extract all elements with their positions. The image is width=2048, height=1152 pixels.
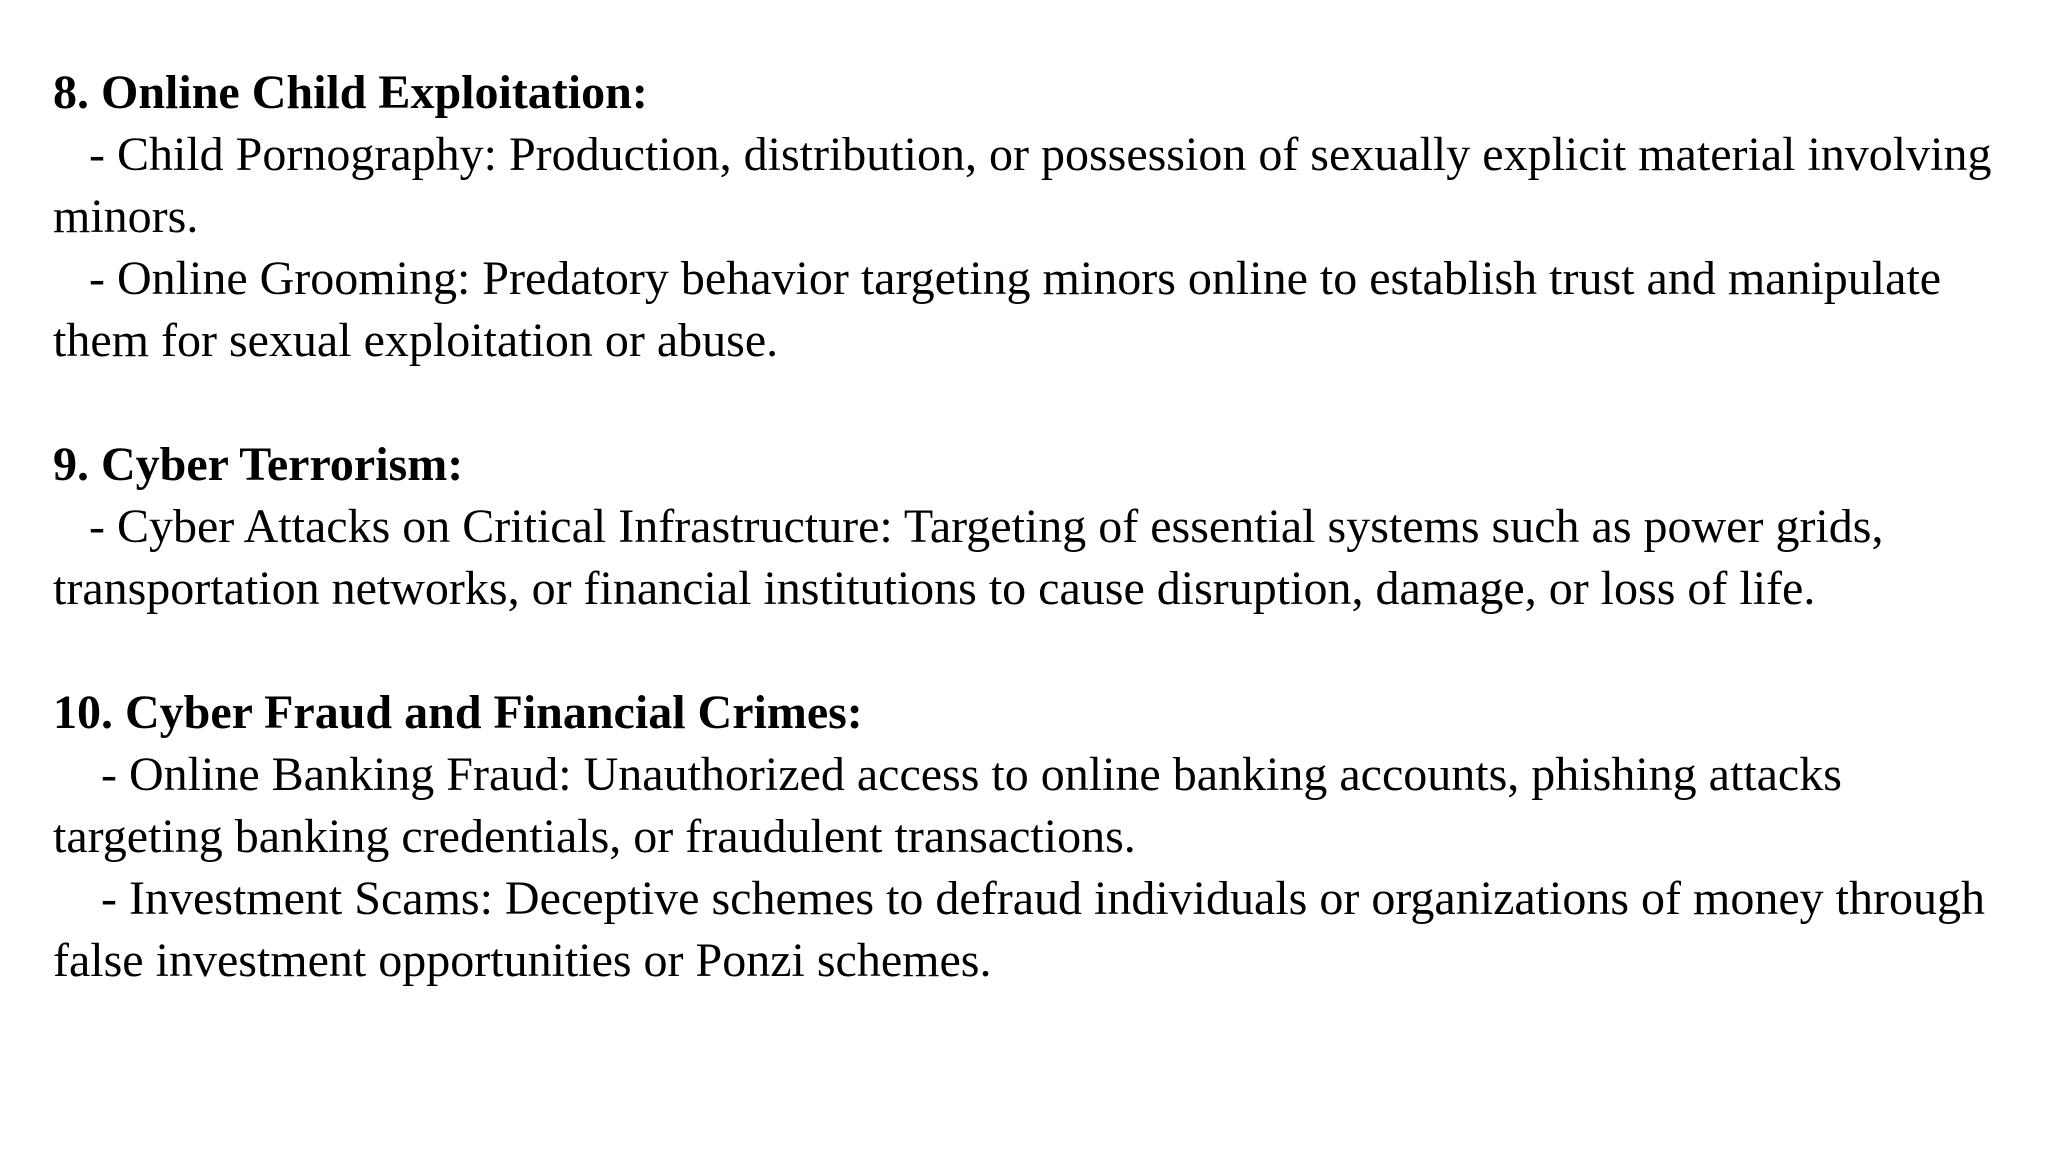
section-online-child-exploitation xyxy=(53,62,2013,372)
list-item-text: Cyber Attacks on Critical Infrastructure: Targeting of essential systems such as power grids, transportation networks, or financial institutions to cause disruption, damage, or loss of life. xyxy=(53,500,1896,615)
list-item-prefix: - xyxy=(53,252,117,305)
document-body xyxy=(53,62,2013,1054)
section-heading: 10. Cyber Fraud and Financial Crimes: xyxy=(53,686,863,739)
section-heading: 9. Cyber Terrorism: xyxy=(53,438,464,491)
list-item-investment-scams xyxy=(53,868,2013,992)
list-item-text: Investment Scams: Deceptive schemes to defraud individuals or organizations of money through false investment opportunities or Ponzi schemes. xyxy=(53,872,1997,987)
list-item-critical-infrastructure xyxy=(53,496,2013,620)
list-item-online-grooming xyxy=(53,248,2013,372)
section-heading: 8. Online Child Exploitation: xyxy=(53,66,648,119)
list-item-online-banking-fraud xyxy=(53,744,2013,868)
section-cyber-terrorism xyxy=(53,434,2013,620)
list-item-prefix: - xyxy=(53,748,129,801)
list-item-prefix: - xyxy=(53,872,129,925)
list-item-text: Online Banking Fraud: Unauthorized access to online banking accounts, phishing attacks targeting banking credentials, or fraudulent transactions. xyxy=(53,748,1854,863)
section-cyber-fraud xyxy=(53,682,2013,992)
list-item-prefix: - xyxy=(53,128,117,181)
list-item-child-pornography xyxy=(53,124,2013,248)
list-item-text: Child Pornography: Production, distribution, or possession of sexually explicit material involving minors. xyxy=(53,128,2004,243)
list-item-text: Online Grooming: Predatory behavior targeting minors online to establish trust and manipulate them for sexual exploitation or abuse. xyxy=(53,252,1954,367)
list-item-prefix: - xyxy=(53,500,117,553)
